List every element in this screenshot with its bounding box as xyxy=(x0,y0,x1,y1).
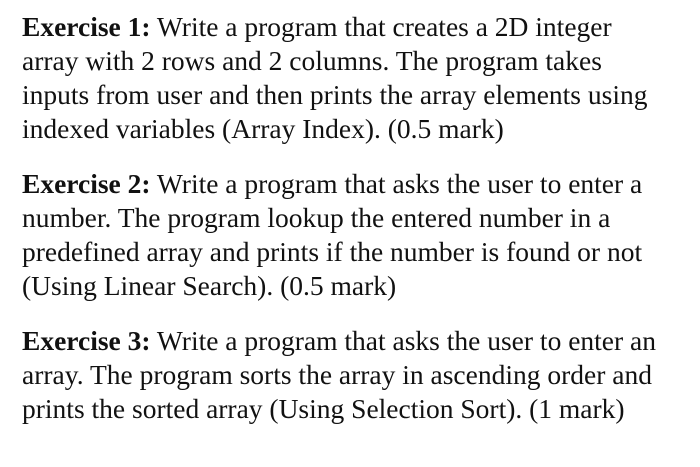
exercise-text: Write a program that creates a 2D integer xyxy=(150,11,612,42)
exercise-text: indexed variables (Array Index). (0.5 mark) xyxy=(22,113,504,144)
exercise-text: inputs from user and then prints the array elements using xyxy=(22,79,648,110)
exercise-text: array. The program sorts the array in ascending order and xyxy=(22,359,652,390)
exercise-text: predefined array and prints if the number is found or not xyxy=(22,236,643,267)
exercise-3 xyxy=(22,324,692,426)
exercise-line xyxy=(22,10,692,44)
exercise-text: array with 2 rows and 2 columns. The program takes xyxy=(22,45,602,76)
exercise-2 xyxy=(22,167,692,303)
exercise-heading: Exercise 2: xyxy=(22,168,151,199)
exercise-text: Write a program that asks the user to enter an xyxy=(150,325,656,356)
exercise-line xyxy=(22,167,692,201)
exercise-text: prints the sorted array (Using Selection Sort). (1 mark) xyxy=(22,393,625,424)
exercise-1 xyxy=(22,10,692,146)
exercise-text: number. The program lookup the entered number in a xyxy=(22,202,611,233)
exercise-heading: Exercise 1: xyxy=(22,11,151,42)
exercise-text: (Using Linear Search). (0.5 mark) xyxy=(22,270,397,301)
exercise-line xyxy=(22,324,692,358)
document-body xyxy=(22,10,692,447)
exercise-heading: Exercise 3: xyxy=(22,325,151,356)
exercise-text: Write a program that asks the user to enter a xyxy=(150,168,643,199)
